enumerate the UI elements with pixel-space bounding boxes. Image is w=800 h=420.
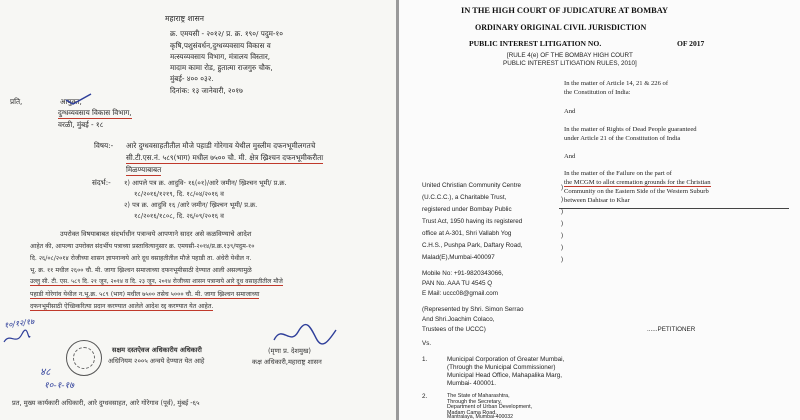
signature-icon [270, 322, 340, 348]
petitioner-line: C.H.S., Pushpa Park, Daftary Road, [422, 242, 523, 249]
body-line: आहेत की, आपल्या उपरोक्त संदर्भीय पत्राच्या प्रस्तावित्यानुसार क्र. एमयसी-२०१४/प्र.क्र.१३९/पदुम-१० [30, 243, 255, 250]
matter2-line: In the matter of Rights of Dead People guaranteed [564, 126, 697, 133]
to-line-1: आयुक्त, [60, 97, 82, 106]
court-title: IN THE HIGH COURT OF JUDICATURE AT BOMBAY [461, 6, 669, 15]
matter1-line: the Constitution of India: [564, 89, 631, 96]
body-line: भू. क्र. ११ मधील २६०० चौ. मी. जागा ख्रिश्चन समाजाच्या दफनभूमीसाठी देण्यात आली असल्यामुळे [30, 267, 252, 274]
respondent2-line: Mantralaya, Mumbai-400032 [447, 414, 514, 420]
petitioner-line: Malad(E),Mumbai-400097 [422, 254, 495, 261]
prati-label: प्रति, [10, 97, 23, 106]
reference-label: संदर्भ:- [92, 178, 111, 187]
dept-line-2: मत्स्यव्यवसाय विभाग, मंत्रालय विस्तार, [170, 52, 271, 61]
rule-divider [559, 208, 789, 209]
respondent-number: 1. [422, 356, 428, 363]
represented-line: Trustees of the UCCC) [422, 326, 486, 333]
handwritten-tick-icon [64, 92, 94, 106]
respondent1-line: Municipal Corporation of Greater Mumbai, [447, 356, 565, 363]
reference-line: २) पत्र क्र. आदुवि १६ /आरे जमीन/ ख्रिश्चन भूमी/ प्र.क्र. [124, 201, 258, 209]
to-line-3: वरळी, मुंबई - १८ [58, 120, 104, 129]
signatory-name: (मृणा प्र. देशमुख) [268, 347, 311, 355]
body-line: उल्लु सी. टी. एस. ५८९ दि. २१ जून, २०१४ व दि. २३ जून, २०१४ रोजीच्या शासन पत्रान्वये आरे दूध वसाहतीतील मौजे [30, 278, 283, 285]
petitioner-label: ......PETITIONER [647, 326, 696, 333]
address-line: मादाम कामा रोड, हुतात्मा राजगुरु चौक, [170, 63, 273, 72]
bracket-column: ) ) ) ) ) ) ) [561, 184, 564, 263]
matter1-line: In the matter of Article 14, 21 & 226 of [564, 80, 669, 87]
represented-line: (Represented by Shri. Simon Serrao [422, 306, 524, 313]
respondent2-line: Department of Urban Development, [447, 404, 533, 410]
email-address: E Mail: uccc08@gmail.com [422, 290, 499, 297]
petitioner-line: Trust Act, 1950 having its registered [422, 218, 523, 225]
jurisdiction: ORDINARY ORIGINAL CIVIL JURISDICTION [475, 23, 647, 32]
matter2-line: under Article 21 of the Constitution of India [564, 135, 681, 142]
body-line: दि. २६/०८/२०१४ रोजीच्या शासन ज्ञापनान्वये आरे दूध वसाहतीतील मौजे पहाडी ता. अंधेरी येथील न. [30, 255, 252, 262]
petitioner-line: United Christian Community Centre [422, 182, 522, 189]
subject-label: विषय:- [94, 141, 114, 150]
handwritten-date: १०-१-१७ [44, 381, 74, 391]
stamp-caption-2: अधिनियम २००५ अन्वये देण्यात येत आहे [108, 357, 205, 365]
seal-stamp-icon [66, 340, 102, 376]
handwritten-note: ४८ [40, 367, 51, 378]
rule-line-1: [RULE 4(e) OF THE BOMBAY HIGH COURT [507, 52, 633, 59]
ref-line: क्र. एमयसी - २०१२/ प्र. क्र. १९०/ पदुम-१० [170, 29, 284, 38]
respondent2-line: Madam Cama Road, [447, 409, 497, 416]
mobile-number: Mobile No: +91-9820343066, [422, 270, 504, 277]
represented-line: And Shri.Joachim Colaco, [422, 316, 495, 323]
margin-scribble-icon [2, 328, 32, 348]
date-line: दिनांक: १३ जानेवारी, २०१७ [170, 86, 243, 95]
petitioner-line: (U.C.C.C.), a Charitable Trust, [422, 194, 507, 201]
respondent2-line: The State of Maharashtra, [447, 393, 510, 399]
reference-line: १८/२०१६/१८०८, दि. २६/०९/२०१६ व [134, 212, 224, 220]
subject-line: सी.टी.एस.नं. ५८९(भाग) मधील ७५०० चौ. मी. क्षेत्र ख्रिश्चन दफनभूमीकरीता [126, 153, 324, 162]
body-line: पहाडी गोरेगांव येथील न.भू.क्र. ५८९ (भाग) मधील ७५०० तसेच ५००० चौ. मी. जागा ख्रिश्चन समाजाच्या [30, 291, 260, 298]
respondent1-line: (Through the Municipal Commissioner) [447, 364, 556, 371]
pil-year: OF 2017 [677, 39, 705, 48]
subject-line: मिळण्याबाबत [126, 165, 162, 174]
stamp-caption-1: सक्षम दस्तऐवज अधिकारीय अधिकारी [112, 346, 202, 354]
and-1: And [564, 108, 576, 115]
petitioner-line: office at A-301, Shri Vallabh Yog [422, 230, 512, 237]
respondent-number: 2. [422, 393, 428, 400]
matter3-line: Community on the Eastern Side of the Western Suburb [564, 188, 709, 195]
respondent2-line: Through the Secretary, [447, 398, 502, 405]
subject-line: आरे दुग्धवसाहतीतील मौजे पहाडी गोरेगाव येथील मुस्लीम दफनभूमीलगतचे [126, 141, 316, 150]
reference-line: १) आपले पत्र क्र. आदुवि- १६(०१)/आरे जमीन/ ख्रिश्चन भूमी/ प्र.क्र. [124, 179, 287, 187]
to-line-2: दुग्धव्यवसाय विकास विभाग, [58, 108, 132, 117]
dept-line: कृषि,पशुसंवर्धन,दुग्धव्यवसाय विकास व [170, 41, 271, 50]
pil-label: PUBLIC INTEREST LITIGATION NO. [469, 39, 602, 48]
left-document-page [0, 0, 396, 420]
matter3-line: In the matter of the Failure on the part of [564, 170, 672, 177]
and-2: And [564, 153, 576, 160]
margin-note: १०/१२/१७ [3, 316, 35, 331]
rule-line-2: PUBLIC INTEREST LITIGATION RULES, 2010] [503, 60, 637, 67]
versus-label: Vs. [422, 340, 432, 347]
respondent1-line: Mumbai- 400001. [447, 380, 497, 387]
matter3-line: the MCGM to allot cremation grounds for the Christian [564, 179, 711, 186]
petitioner-line: registered under Bombay Public [422, 206, 512, 213]
copy-line: प्रत, मुख्य कार्यकारी अधिकारी, आरे दुग्धवसाहत, आरे गोरेगाव (पूर्व), मुंबई -६५ [12, 399, 200, 407]
matter3-line: between Dahisar to Khar [564, 197, 630, 204]
respondent1-line: Municipal Head Office, Mahapalika Marg, [447, 372, 563, 379]
body-line: उपरोक्त विषयाबाबत संदर्भाधीन पत्रान्वये आपणाने सादर असे कळविण्याचे आदेश [60, 230, 252, 238]
body-line: दफनभूमीसाठी ऐच्छिकरित्या प्रदान करण्यात आलेले आदेश रद्द करण्यात येत आहेत. [30, 303, 214, 310]
header-office: महाराष्ट्र शासन [165, 14, 204, 23]
city-line: मुंबई- ४०० ०३२. [170, 74, 214, 83]
signatory-title: कक्ष अधिकारी,महाराष्ट्र शासन [252, 358, 322, 366]
reference-line: १८/२०१६/१२१९, दि. १८/०४/२०१६ व [134, 190, 224, 198]
right-document-page [399, 0, 800, 420]
pan-number: PAN No. AAA TU 4545 Q [422, 280, 493, 287]
